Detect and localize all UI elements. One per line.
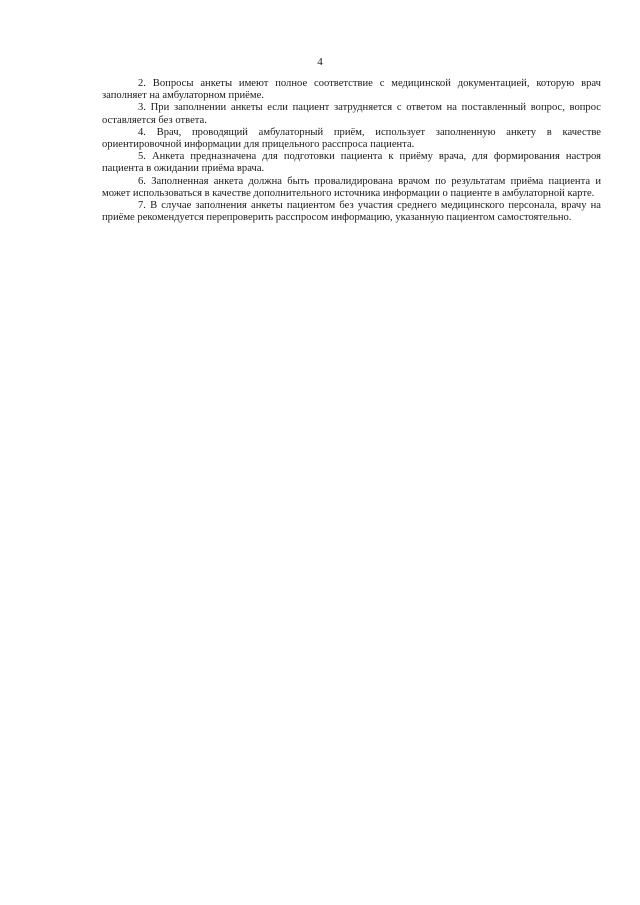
paragraph-2: 2. Вопросы анкеты имеют полное соответствие с медицинской документацией, которую врач заполняет на амбулаторном приёме. [102, 78, 601, 102]
paragraph-7: 7. В случае заполнения анкеты пациентом без участия среднего медицинского персонала, врачу на приёме рекомендуется перепроверить расспросом информацию, указанную пациентом самостоятельно. [102, 200, 601, 224]
paragraph-3: 3. При заполнении анкеты если пациент затрудняется с ответом на поставленный вопрос, вопрос оставляется без ответа. [102, 102, 601, 126]
paragraph-6: 6. Заполненная анкета должна быть провалидирована врачом по результатам приёма пациента и может использоваться в качестве дополнительного источника информации о пациенте в амбулаторной карте. [102, 175, 601, 199]
page-number: 4 [317, 56, 323, 68]
document-body [102, 78, 601, 224]
paragraph-4: 4. Врач, проводящий амбулаторный приём, использует заполненную анкету в качестве ориентировочной информации для прицельного расспроса пациента. [102, 126, 601, 151]
paragraph-5: 5. Анкета предназначена для подготовки пациента к приёму врача, для формирования настроя пациента в ожидании приёма врача. [102, 151, 601, 175]
